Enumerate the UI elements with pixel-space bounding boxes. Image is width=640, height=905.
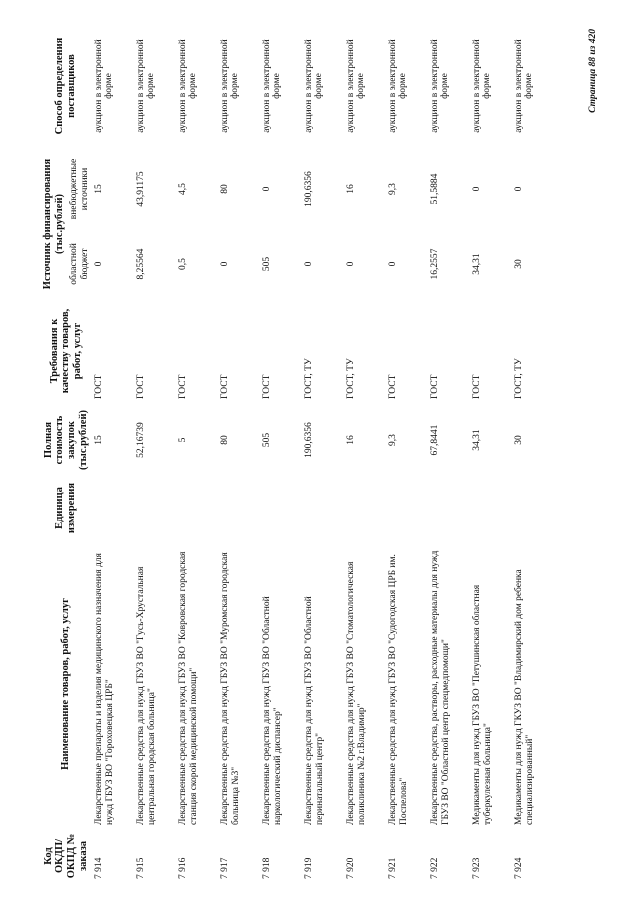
cell-quality: ГОСТ, ТУ: [345, 357, 356, 399]
cell-nonbudget: 4,5: [177, 182, 188, 195]
table-header: [40, 23, 92, 883]
rotated-content: [40, 23, 600, 883]
cell-regional-budget: 0: [93, 261, 104, 266]
cell-total-cost: 16: [345, 434, 356, 445]
cell-name: Лекарственные средства для нужд ГБУЗ ВО "Судогодская ЦРБ им. Поспелова": [387, 553, 410, 825]
cell-method: аукцион в электронной форме: [177, 38, 199, 133]
cell-quality: ГОСТ: [135, 374, 146, 399]
cell-code: 7 915: [135, 857, 146, 879]
cell-code: 7 918: [261, 857, 272, 879]
cell-method: аукцион в электронной форме: [219, 38, 241, 133]
cell-quality: ГОСТ: [387, 374, 398, 399]
cell-method: аукцион в электронной форме: [303, 38, 325, 133]
cell-regional-budget: 0: [387, 261, 398, 266]
cell-method: аукцион в электронной форме: [261, 38, 283, 133]
cell-code: 7 917: [219, 857, 230, 879]
cell-regional-budget: 16,2557: [429, 248, 440, 279]
cell-unit: [134, 477, 176, 539]
cell-unit: [386, 477, 428, 539]
cell-quality: ГОСТ: [93, 374, 104, 399]
cell-unit: [260, 477, 302, 539]
cell-name: Лекарственные средства для нужд ГБУЗ ВО "Областной перинатальный центр": [303, 595, 326, 825]
cell-code: 7 923: [471, 857, 482, 879]
cell-quality: ГОСТ, ТУ: [513, 357, 524, 399]
cell-name: Медикаменты для нужд ГКУЗ ВО "Владимирский дом ребенка специализированный": [513, 568, 536, 825]
cell-regional-budget: 0: [219, 261, 230, 266]
cell-code: 7 916: [177, 857, 188, 879]
cell-unit: [302, 477, 344, 539]
cell-regional-budget: 0,5: [177, 257, 188, 270]
cell-name: Медикаменты для нужд ГБУЗ ВО "Петушинская областная туберкулезная больница": [471, 584, 494, 825]
cell-method: аукцион в электронной форме: [471, 38, 493, 133]
cell-nonbudget: 0: [513, 186, 524, 191]
cell-total-cost: 34,31: [471, 428, 482, 451]
header-name: Наименование товаров, работ, услуг: [60, 597, 72, 770]
cell-method: аукцион в электронной форме: [513, 38, 535, 133]
cell-quality: ГОСТ: [261, 374, 272, 399]
header-total-cost: Полная стоимость закупок (тыс.рублей): [42, 409, 89, 470]
table-row: [386, 23, 428, 883]
cell-total-cost: 15: [93, 434, 104, 445]
cell-method: аукцион в электронной форме: [345, 38, 367, 133]
cell-name: Лекарственные средства, растворы, расходные материалы для нужд ГБУЗ ВО "Областной центр спецмедпомощи": [429, 550, 452, 825]
table-row: [92, 23, 134, 883]
cell-regional-budget: 0: [303, 261, 314, 266]
header-unit: Единица измерения: [54, 482, 77, 533]
page-number: Страница 88 из 420: [588, 28, 598, 113]
cell-total-cost: 9,3: [387, 433, 398, 446]
cell-code: 7 924: [513, 857, 524, 879]
cell-name: Лекарственные средства для нужд ГБУЗ ВО "Областной наркологический диспансер": [261, 595, 284, 825]
cell-method: аукцион в электронной форме: [93, 38, 115, 133]
cell-nonbudget: 43,91175: [135, 170, 146, 207]
table-row: [428, 23, 470, 883]
cell-total-cost: 505: [261, 432, 272, 447]
cell-nonbudget: 0: [471, 186, 482, 191]
cell-unit: [176, 477, 218, 539]
cell-total-cost: 190,6356: [303, 421, 314, 458]
header-quality: Требования к качеству товаров, работ, услуг: [48, 308, 83, 393]
table-row: [512, 23, 554, 883]
table-row: [302, 23, 344, 883]
cell-name: Лекарственные средства для нужд ГБУЗ ВО "Муромская городская больница №3": [219, 551, 242, 825]
header-funding-regional: областной бюджет: [69, 242, 90, 285]
cell-regional-budget: 0: [345, 261, 356, 266]
cell-quality: ГОСТ, ТУ: [303, 357, 314, 399]
cell-total-cost: 5: [177, 437, 188, 442]
header-funding: Источник финансирования (тыс.рублей): [42, 158, 65, 289]
table-row: [134, 23, 176, 883]
table-row: [344, 23, 386, 883]
cell-total-cost: 52,16739: [135, 421, 146, 458]
cell-unit: [428, 477, 470, 539]
cell-nonbudget: 51,5884: [429, 173, 440, 204]
cell-total-cost: 67,8441: [429, 424, 440, 455]
cell-code: 7 914: [93, 857, 104, 879]
cell-quality: ГОСТ: [429, 374, 440, 399]
cell-code: 7 919: [303, 857, 314, 879]
cell-name: Лекарственные средства для нужд ГБУЗ ВО "Стоматологическая поликлиника №2 г.Владимир": [345, 561, 368, 825]
cell-nonbudget: 9,3: [387, 182, 398, 195]
header-method: Способ определения поставщиков: [54, 37, 77, 134]
cell-regional-budget: 8,25564: [135, 248, 146, 279]
cell-unit: [344, 477, 386, 539]
cell-unit: [512, 477, 554, 539]
cell-regional-budget: 505: [261, 256, 272, 271]
table-row: [218, 23, 260, 883]
cell-nonbudget: 0: [261, 186, 272, 191]
header-funding-nonbudget: внебюджетные источники: [69, 158, 90, 219]
cell-nonbudget: 190,6356: [303, 170, 314, 207]
cell-nonbudget: 80: [219, 183, 230, 194]
procurement-table: [40, 23, 554, 883]
cell-quality: ГОСТ: [471, 374, 482, 399]
cell-name: Лекарственные средства для нужд ГБУЗ ВО "Гусь-Хрустальная центральная городская больница": [135, 566, 158, 825]
cell-quality: ГОСТ: [177, 374, 188, 399]
cell-quality: ГОСТ: [219, 374, 230, 399]
table-row: [260, 23, 302, 883]
cell-code: 7 922: [429, 857, 440, 879]
header-code: Код ОКДП/ ОКПД № заказа: [42, 833, 89, 878]
cell-name: Лекарственные препараты и изделия медицинского назначения для нужд ГБУЗ ВО "Гороховецкая ЦРБ": [93, 552, 116, 825]
cell-unit: [92, 477, 134, 539]
cell-method: аукцион в электронной форме: [387, 38, 409, 133]
table-row: [470, 23, 512, 883]
cell-code: 7 920: [345, 857, 356, 879]
cell-method: аукцион в электронной форме: [429, 38, 451, 133]
cell-total-cost: 30: [513, 434, 524, 445]
cell-code: 7 921: [387, 857, 398, 879]
cell-unit: [470, 477, 512, 539]
cell-regional-budget: 34,31: [471, 252, 482, 275]
table-row: [176, 23, 218, 883]
cell-unit: [218, 477, 260, 539]
cell-nonbudget: 16: [345, 183, 356, 194]
cell-regional-budget: 30: [513, 258, 524, 269]
cell-name: Лекарственные средства для нужд ГБУЗ ВО "Ковровская городская станция скорой медицинской помощи": [177, 551, 200, 825]
cell-nonbudget: 15: [93, 183, 104, 194]
cell-total-cost: 80: [219, 434, 230, 445]
table-body: [92, 23, 554, 883]
cell-method: аукцион в электронной форме: [135, 38, 157, 133]
